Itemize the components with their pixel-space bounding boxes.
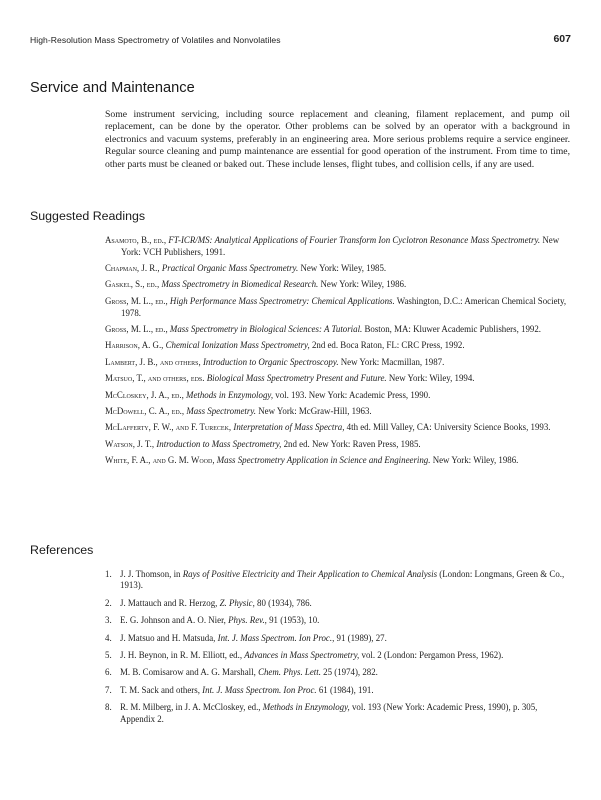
reference-number: 5. [105,650,112,661]
reading-title: Practical Organic Mass Spectrometry. [161,263,299,274]
reading-publication: New York: Wiley, 1994. [388,373,475,384]
reference-authors: R. M. Milberg, in J. A. McCloskey, ed., [120,702,261,713]
reading-publication: New York: Wiley, 1986. [432,455,519,466]
reference-title: Rays of Positive Electricity and Their Application to Chemical Analysis [182,569,438,579]
reading-item [105,439,570,451]
reading-title: Introduction to Mass Spectrometry, [156,438,282,449]
reference-number: 8. [105,702,112,713]
reading-title: Mass Spectrometry. [186,405,257,416]
reading-author: McDowell, C. A., ed., [105,405,185,416]
reference-details: (London: Longmans, Green & Co., 1913). [120,569,565,591]
reading-publication: New York: VCH Publishers, 1991. [121,235,560,257]
reading-item [105,390,570,402]
reference-number: 2. [105,597,112,608]
reading-title: Mass Spectrometry Application in Science and Engineering. [216,455,431,466]
reference-details: 61 (1984), 191. [318,684,374,695]
reading-publication: 4th ed. Mill Valley, CA: University Science Books, 1993. [346,422,551,433]
reading-item [105,296,570,319]
reference-title: Methods in Enzymology, [262,702,350,713]
reference-authors: T. M. Sack and others, [120,684,200,695]
reference-item [105,685,570,696]
reference-item [105,667,570,678]
references-list [105,569,570,731]
reference-item [105,598,570,609]
reference-number: 6. [105,667,112,678]
reference-details: 91 (1953), 10. [269,615,320,626]
reading-item [105,340,570,352]
page-number: 607 [553,33,571,45]
reading-item [105,279,570,291]
reading-author: Gross, M. L., ed., [105,323,168,334]
reading-title: Introduction to Organic Spectroscopy. [202,356,339,367]
reference-number: 7. [105,684,112,695]
reading-author: Harrison, A. G., [105,340,164,351]
reading-author: Matsuo, T., and others, eds. [105,373,205,384]
reference-details: vol. 2 (London: Pergamon Press, 1962). [361,650,504,661]
section-heading-readings: Suggested Readings [30,209,146,223]
reading-title: Biological Mass Spectrometry Present and Future. [206,373,387,384]
reference-item [105,569,570,592]
reference-item [105,633,570,644]
reference-details: 25 (1974), 282. [323,667,378,678]
reading-author: Watson, J. T., [105,438,155,449]
reading-title: FT-ICR/MS: Analytical Applications of Fourier Transform Ion Cyclotron Resonance Mass Spectrometry. [168,235,541,245]
reading-publication: vol. 193. New York: Academic Press, 1990. [275,389,431,400]
reading-author: Gross, M. L., ed., [105,295,168,306]
reading-title: Mass Spectrometry in Biological Sciences: A Tutorial. [169,323,363,334]
reference-title: Int. J. Mass Spectrom. Ion Proc., [217,632,335,643]
reading-item [105,406,570,418]
running-header [30,33,571,47]
reading-title: Mass Spectrometry in Biomedical Research. [161,279,319,290]
reference-item [105,615,570,626]
reference-details: 91 (1989), 27. [336,632,387,643]
reading-publication: New York: Macmillan, 1987. [340,356,445,367]
reference-title: Phys. Rev., [228,615,267,626]
reference-title: Advances in Mass Spectrometry, [244,650,360,661]
reading-author: Chapman, J. R., [105,263,160,274]
reading-author: Lambert, J. B., and others, [105,356,201,367]
reference-authors: E. G. Johnson and A. O. Nier, [120,615,226,626]
reference-authors: J. Matsuo and H. Matsuda, [120,632,216,643]
reading-author: Gaskel, S., ed., [105,279,160,290]
reading-item [105,263,570,275]
reading-item [105,324,570,336]
reading-title: Chemical Ionization Mass Spectrometry, [165,340,310,351]
reading-publication: New York: Wiley, 1986. [320,279,407,290]
reference-authors: M. B. Comisarow and A. G. Marshall, [120,667,256,678]
reference-title: Int. J. Mass Spectrom. Ion Proc. [202,684,317,695]
reading-item [105,422,570,434]
reference-authors: J. J. Thomson, in [120,569,181,579]
reading-author: Asamoto, B., ed., [105,235,167,245]
reference-authors: J. Mattauch and R. Herzog, [120,597,218,608]
section-heading-references: References [30,543,94,557]
reading-item [105,235,570,258]
reference-number: 1. [105,569,112,579]
reference-title: Z. Physic, [219,597,255,608]
reading-title: High Performance Mass Spectrometry: Chemical Applications. [169,295,395,306]
reading-author: McLafferty, F. W., and F. Turecek, [105,422,232,433]
reading-item [105,455,570,467]
reading-publication: New York: Wiley, 1985. [300,263,387,274]
reading-item [105,357,570,369]
reading-publication: Washington, D.C.: American Chemical Society, 1978. [121,295,567,318]
reading-item [105,373,570,385]
reading-title: Interpretation of Mass Spectra, [233,422,345,433]
reference-authors: J. H. Beynon, in R. M. Elliott, ed., [120,650,243,661]
reading-publication: Boston, MA: Kluwer Academic Publishers, 1992. [364,323,541,334]
reference-number: 4. [105,632,112,643]
reading-author: White, F. A., and G. M. Wood, [105,455,215,466]
reference-item [105,702,570,725]
running-title: High-Resolution Mass Spectrometry of Volatiles and Nonvolatiles [30,35,281,45]
reference-details: 80 (1934), 786. [257,597,312,608]
section-heading-service: Service and Maintenance [30,80,195,96]
readings-list [105,235,570,471]
reading-publication: 2nd ed. Boca Raton, FL: CRC Press, 1992. [311,340,465,351]
reference-details: vol. 193 (New York: Academic Press, 1990), p. 305, Appendix 2. [120,702,538,724]
reading-publication: New York: McGraw-Hill, 1963. [258,405,372,416]
reading-author: McCloskey, J. A., ed., [105,389,184,400]
reference-title: Chem. Phys. Lett. [258,667,321,678]
reference-number: 3. [105,615,112,626]
reading-publication: 2nd ed. New York: Raven Press, 1985. [283,438,421,449]
reading-title: Methods in Enzymology, [186,389,274,400]
reference-item [105,650,570,661]
service-paragraph: Some instrument servicing, including source replacement and cleaning, filament replacement, and pump oil replacement, can be done by the operator. Other problems can be solved by an operator with a background in electronics and vacuum systems, preferably in an engineering area. More serious problems require a service engineer. Regular source cleaning and pump maintenance are essential for good operation of the instrument. From time to time, other parts must be cleaned or baked out. These include lenses, flight tubes, and collision cells, if any are used. [105,109,570,170]
